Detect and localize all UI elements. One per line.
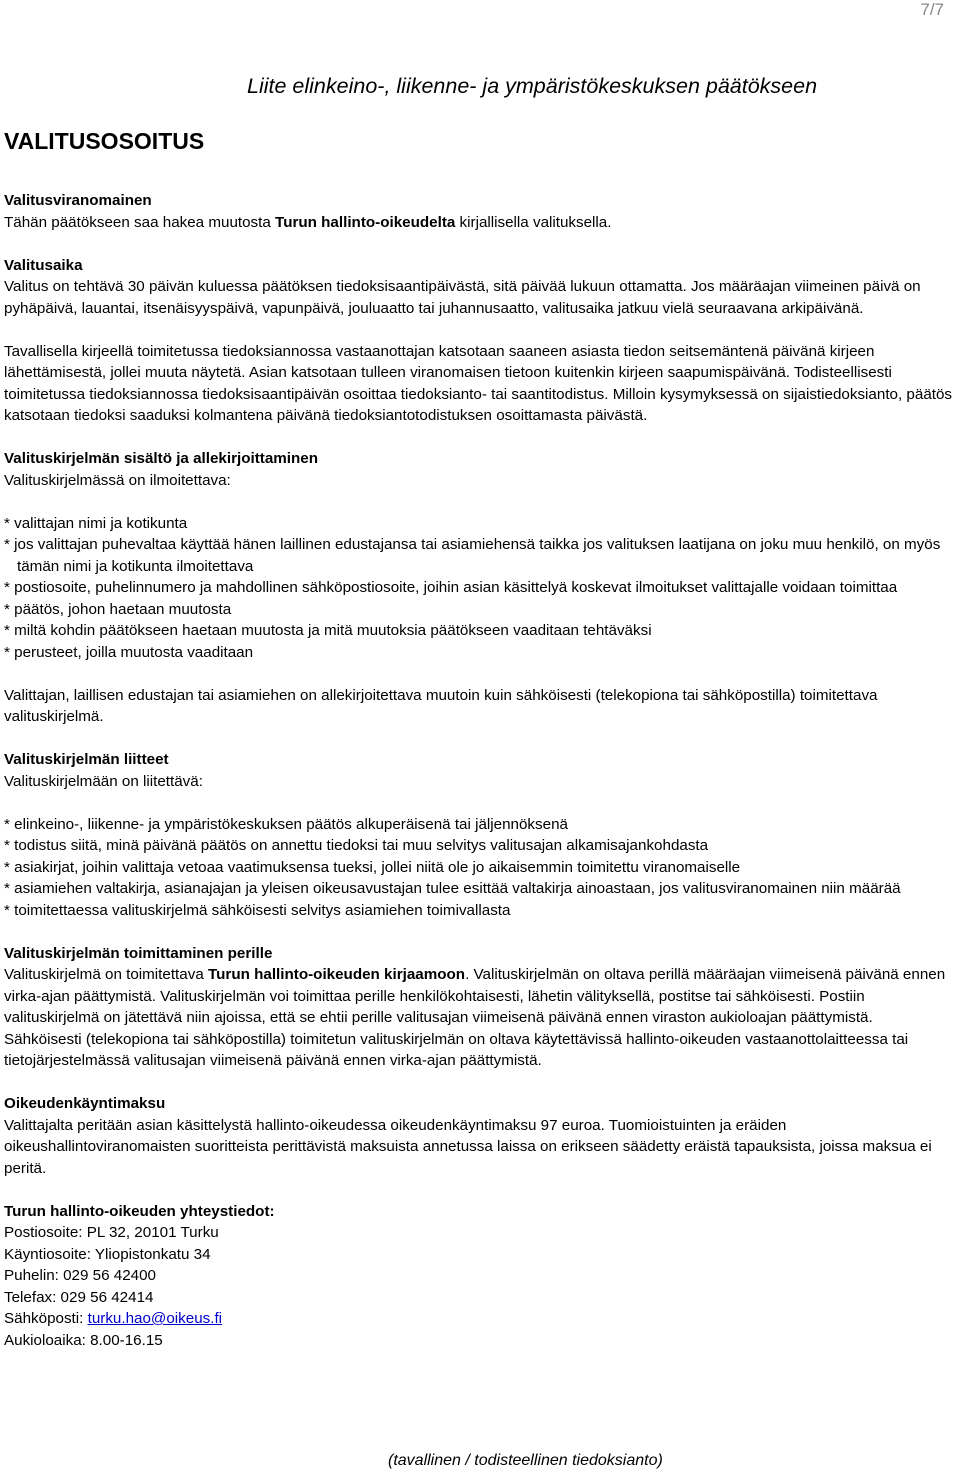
- list-item: * todistus siitä, minä päivänä päätös on annettu tiedoksi tai muu selvitys valitusajan alkamisajankohdasta: [4, 835, 954, 857]
- section-appeal-period: [4, 255, 954, 427]
- email-line: [4, 1308, 954, 1330]
- footer-note: (tavallinen / todisteellinen tiedoksianto): [388, 1452, 663, 1469]
- fax-number: Telefax: 029 56 42414: [4, 1288, 154, 1306]
- court-name: Turun hallinto-oikeudelta: [275, 213, 456, 231]
- section-heading: Valitusviranomainen: [4, 192, 152, 209]
- email-label: Sähköposti:: [4, 1310, 88, 1327]
- section-attachments: [4, 749, 954, 921]
- section-heading: Valituskirjelmän liitteet: [4, 751, 169, 768]
- page-number: 7/7: [920, 0, 944, 19]
- list-item: * toimitettaessa valituskirjelmä sähköisesti selvitys asiamiehen toimivallasta: [4, 900, 954, 922]
- paragraph: Valittajalta peritään asian käsittelystä hallinto-oikeudessa oikeudenkäyntimaksu 97 euroa. Tuomioistuinten ja eräiden oikeushallintoviranomaisten suoritteista perittävistä maksuista annetussa laissa on erikseen säädetty eräistä tapauksista, joissa maksua ei peritä.: [4, 1116, 932, 1177]
- phone-number: Puhelin: 029 56 42400: [4, 1267, 157, 1284]
- section-heading: Valitusaika: [4, 256, 83, 274]
- section-heading: Oikeudenkäyntimaksu: [4, 1095, 166, 1112]
- paragraph: Tavallisella kirjeellä toimitetussa tiedoksiannossa vastaanottajan katsotaan saaneen asiasta tiedon seitsemäntenä päivänä kirjeen lähettämisestä, jollei muuta näytetä. Asian katsotaan tulleen viranomaisen tietoon kuitenkin kirjeen saapumispäivänä. Todisteellisesti toimitetussa tiedoksiannossa tiedoksisaantipäivän osoittaa tiedoksianto- tai saantitodistus. Milloin kysymyksessä on sijaistiedoksianto, päätös katsotaan tiedoksi saaduksi kolmantena päivänä tiedoksiantotodistuksen osoittamasta päivästä.: [4, 342, 953, 424]
- text: . Valituskirjelmän on oltava perillä määräajan viimeisenä päivänä ennen virka-ajan päättymistä. Valituskirjelmän voi toimittaa perille henkilökohtaisesti, lähetin välityksellä, postitse tai sähköisesti. Postiin valituskirjelmä on jätettävä niin ajoissa, että se ehtii perille valitusajan viimeisenä päivänä ennen viraston aukioloajan päättymistä. Sähköisesti (telekopiona tai sähköpostilla) toimitetun valituskirjelmän on oltava käytettävissä hallinto-oikeuden vastaanottolaitteessa tai tietojärjestelmässä valitusajan viimeisenä päivänä ennen virka-ajan päättymistä.: [4, 966, 946, 1069]
- section-content-and-signing: [4, 448, 954, 728]
- bullet-list: [4, 814, 954, 922]
- list-item: * asiakirjat, joihin valittaja vetoaa vaatimuksensa tueksi, jollei niitä ole jo aikaisemmin toimitettu viranomaiselle: [4, 857, 954, 879]
- bullet-list: [4, 513, 954, 664]
- section-contact: [4, 1201, 954, 1352]
- document-body: [4, 190, 954, 1351]
- page-title: VALITUSOSOITUS: [4, 128, 205, 154]
- section-appeal-authority: [4, 190, 954, 233]
- section-heading: Turun hallinto-oikeuden yhteystiedot:: [4, 1202, 275, 1220]
- text: kirjallisella valituksella.: [455, 213, 612, 231]
- list-item: * asiamiehen valtakirja, asianajajan ja yleisen oikeusavustajan tulee esittää valtakirja ainoastaan, jos valitusviranomainen niin määrää: [4, 878, 954, 900]
- registry-name: Turun hallinto-oikeuden kirjaamoon: [208, 966, 466, 983]
- paragraph: Valituskirjelmässä on ilmoitettava:: [4, 471, 231, 489]
- list-item: * miltä kohdin päätökseen haetaan muutosta ja mitä muutoksia päätökseen vaaditaan tehtäväksi: [4, 620, 954, 642]
- section-heading: Valituskirjelmän toimittaminen perille: [4, 944, 273, 962]
- list-item: * päätös, johon haetaan muutosta: [4, 599, 954, 621]
- text: Tähän päätökseen saa hakea muutosta: [4, 213, 276, 231]
- section-court-fee: [4, 1093, 954, 1179]
- visiting-address: Käyntiosoite: Yliopistonkatu 34: [4, 1245, 211, 1263]
- postal-address: Postiosoite: PL 32, 20101 Turku: [4, 1224, 219, 1241]
- document-subtitle: Liite elinkeino-, liikenne- ja ympäristökeskuksen päätökseen: [247, 74, 818, 98]
- paragraph: [4, 212, 954, 234]
- paragraph: Valituskirjelmään on liitettävä:: [4, 772, 203, 790]
- paragraph: Valitus on tehtävä 30 päivän kuluessa päätöksen tiedoksisaantipäivästä, sitä päivää lukuun ottamatta. Jos määräajan viimeinen päivä on pyhäpäivä, lauantai, itsenäisyyspäivä, vapunpäivä, jouluaatto tai juhannusaatto, valitusaika jatkuu vielä seuraavana arkipäivänä.: [4, 278, 921, 317]
- section-heading: Valituskirjelmän sisältö ja allekirjoittaminen: [4, 450, 318, 467]
- list-item: * elinkeino-, liikenne- ja ympäristökeskuksen päätös alkuperäisenä tai jäljennöksenä: [4, 814, 954, 836]
- text: Valituskirjelmä on toimitettava: [4, 966, 208, 983]
- paragraph: [4, 964, 954, 1072]
- opening-hours: Aukioloaika: 8.00-16.15: [4, 1331, 163, 1349]
- list-item: * perusteet, joilla muutosta vaaditaan: [4, 642, 954, 664]
- list-item: * valittajan nimi ja kotikunta: [4, 513, 954, 535]
- section-delivery: [4, 943, 954, 1072]
- email-link[interactable]: turku.hao@oikeus.fi: [87, 1310, 223, 1327]
- list-item: * jos valittajan puhevaltaa käyttää hänen laillinen edustajansa tai asiamiehensä taikka jos valituksen laatijana on joku muu henkilö, on myös tämän nimi ja kotikunta ilmoitettava: [4, 534, 954, 577]
- list-item: * postiosoite, puhelinnumero ja mahdollinen sähköpostiosoite, joihin asian käsittelyä koskevat ilmoitukset valittajalle voidaan toimittaa: [4, 577, 954, 599]
- paragraph: Valittajan, laillisen edustajan tai asiamiehen on allekirjoitettava muutoin kuin sähköisesti (telekopiona tai sähköpostilla) toimitettava valituskirjelmä.: [4, 686, 878, 725]
